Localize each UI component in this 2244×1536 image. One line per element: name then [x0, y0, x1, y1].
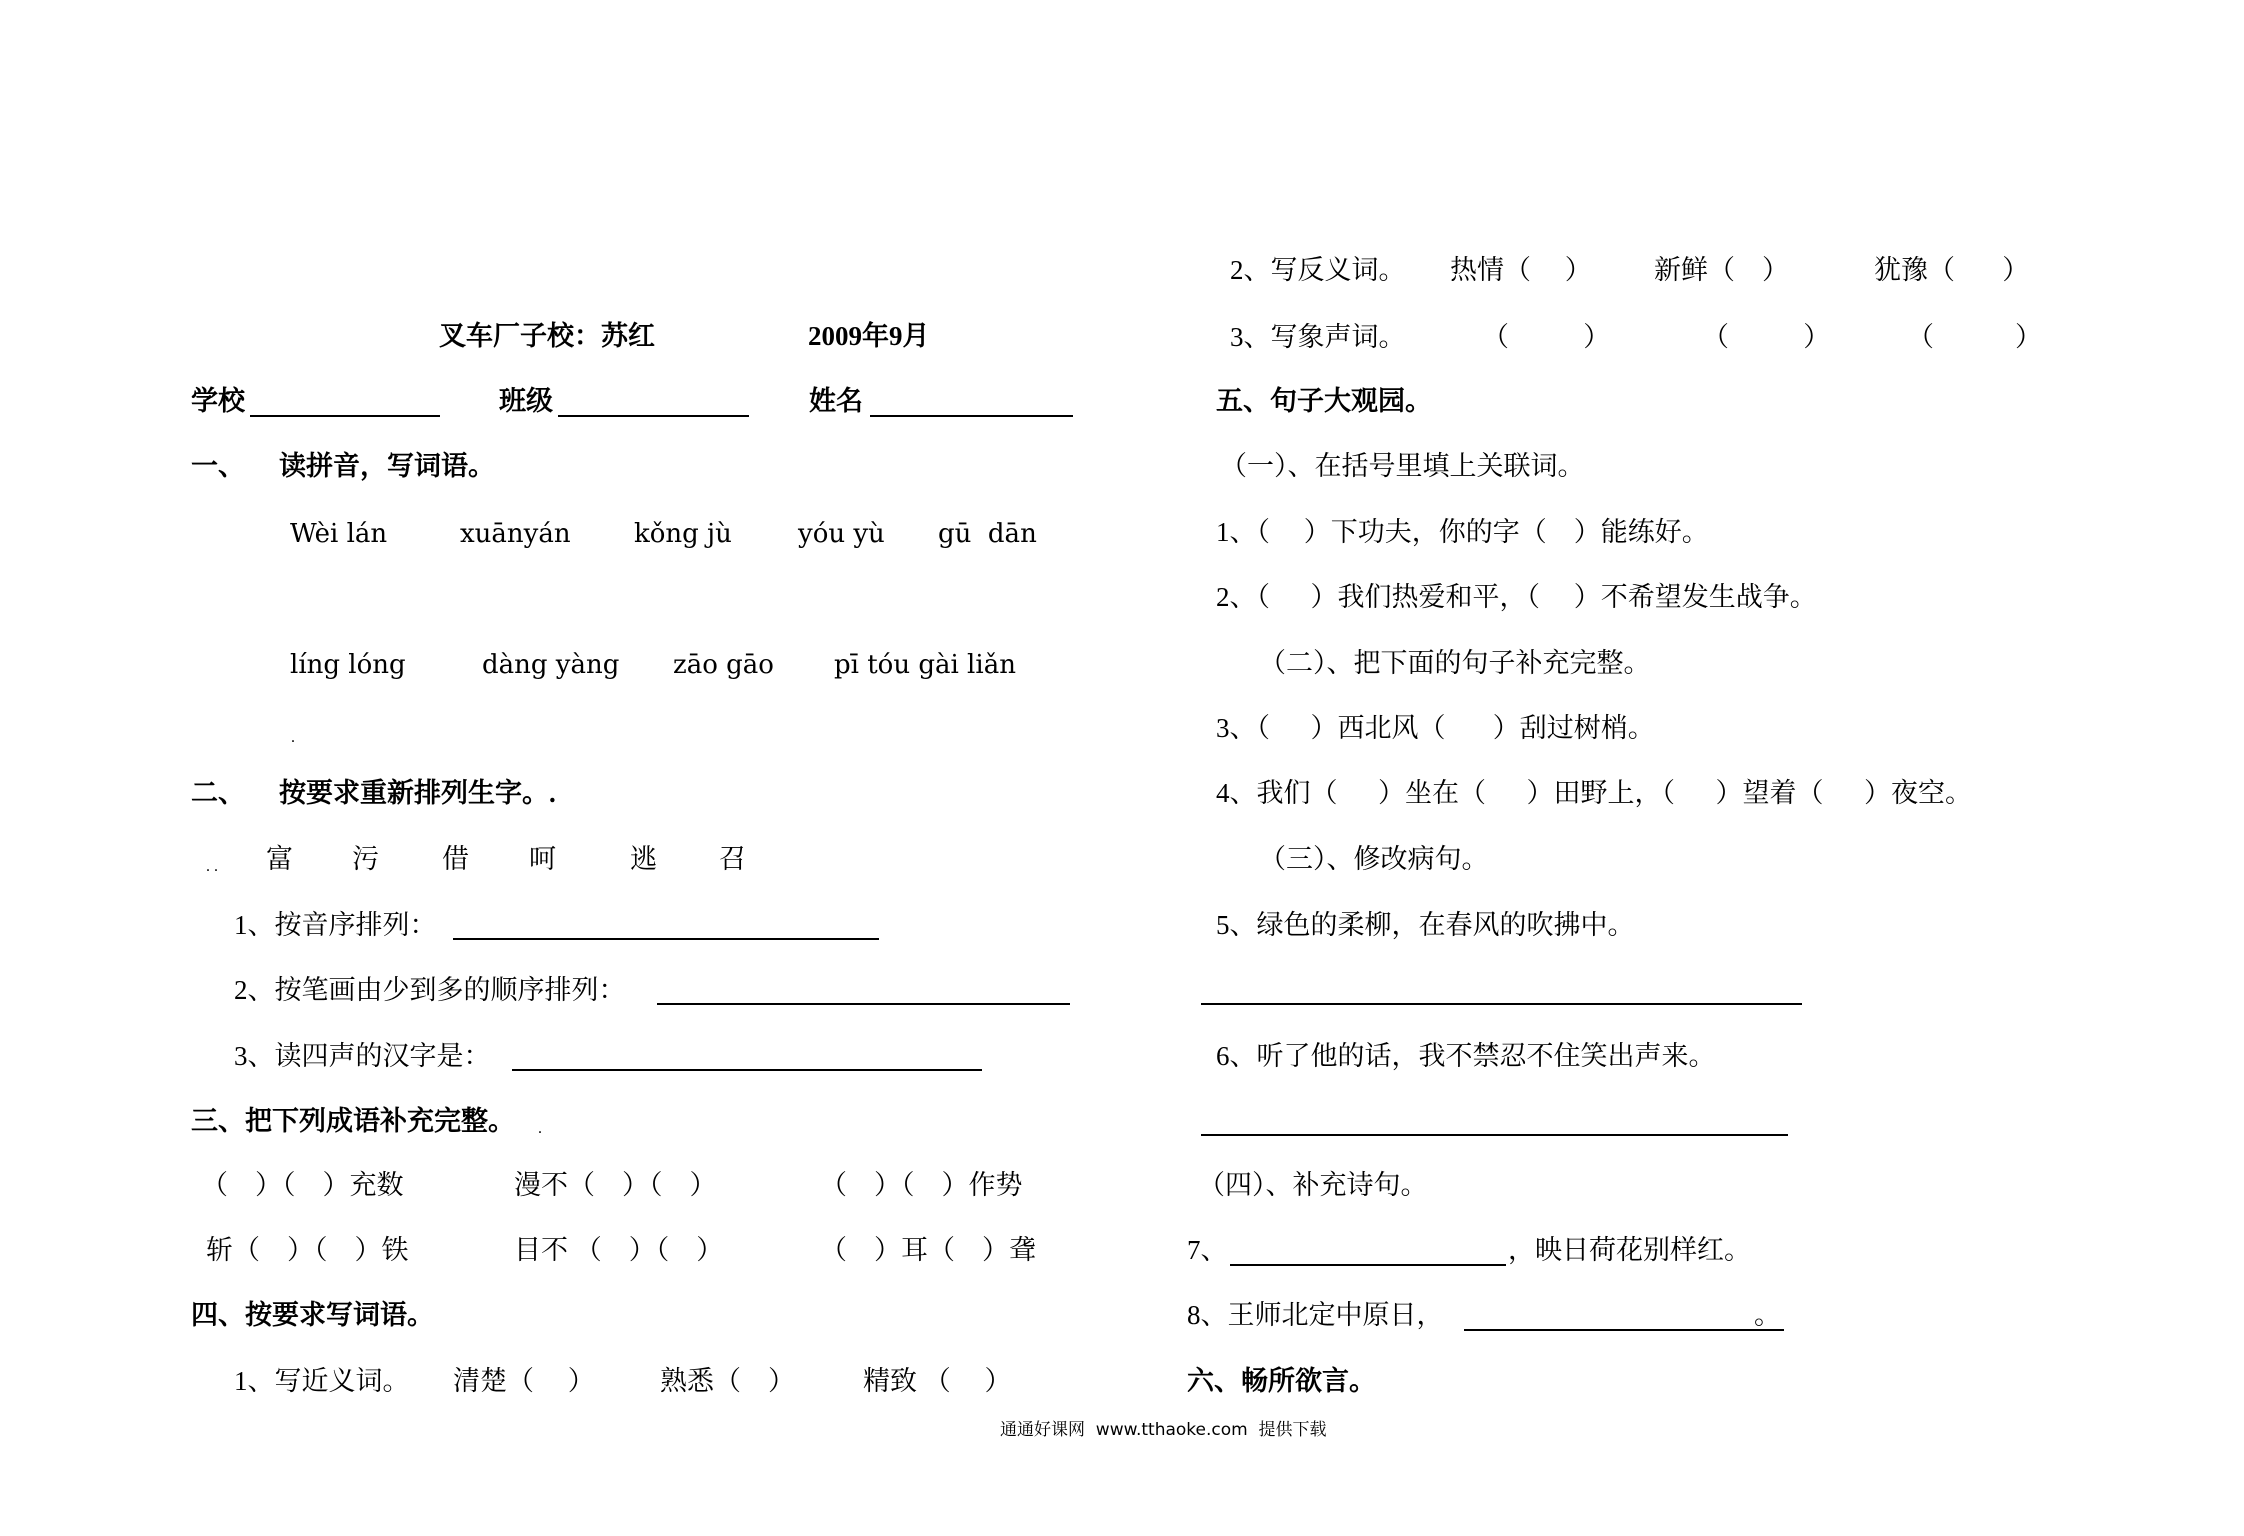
school-answer-line [250, 415, 440, 417]
synonym-label: 1、写近义词。 [234, 1366, 410, 1396]
poem-question-number: 7、 [1187, 1235, 1228, 1265]
subsection-complete-sentence: （二）、把下面的句子补充完整。 [1259, 648, 1651, 678]
section1-number: 一、 [191, 451, 245, 481]
idiom-item: 漫不（ ）（ ） [514, 1170, 717, 1200]
antonym-item: 新鲜（ ） [1654, 255, 1789, 285]
idiom-item: （ ）（ ）充数 [201, 1170, 404, 1200]
synonym-item: 精致 （ ） [863, 1366, 1012, 1396]
pinyin-item: dàng yàng [482, 650, 620, 680]
idiom-item: 目不 （ ）（ ） [514, 1235, 724, 1265]
pinyin-item: xuānyán [460, 519, 571, 549]
stray-mark: . [538, 1120, 542, 1137]
name-answer-line [870, 415, 1073, 417]
section3-title: 三、把下列成语补充完整。 [191, 1106, 515, 1136]
answer-line [512, 1069, 982, 1071]
answer-line [1201, 1003, 1802, 1005]
answer-line [1464, 1329, 1784, 1331]
school-label: 学校 [191, 386, 245, 416]
author-line: 叉车厂子校：苏红 [439, 321, 655, 351]
answer-line [453, 938, 879, 940]
onomatopoeia-item: （ ） [1482, 322, 1611, 352]
section6-title: 六、畅所欲言。 [1187, 1366, 1376, 1396]
poem-line-text: ，映日荷花别样红。 [1508, 1235, 1751, 1265]
character-item: 富 [266, 844, 293, 874]
section5-title: 五、句子大观园。 [1216, 386, 1432, 416]
pinyin-item: líng lóng [290, 650, 406, 680]
sentence-question: 5、绿色的柔柳，在春风的吹拂中。 [1216, 910, 1635, 940]
pinyin-item: Wèi lán [290, 519, 388, 549]
character-item: 逃 [630, 844, 657, 874]
pinyin-item: zāo gāo [673, 650, 774, 680]
subsection-poetry: （四）、补充诗句。 [1198, 1170, 1428, 1200]
answer-line [1230, 1264, 1506, 1266]
answer-line [1201, 1134, 1788, 1136]
footer-credit: 通通好课网 www.tthaoke.com 提供下载 [1000, 1420, 1327, 1440]
idiom-item: （ ）耳（ ）聋 [820, 1235, 1036, 1265]
sentence-question: 1、（ ）下功夫，你的字（ ）能练好。 [1216, 517, 1709, 547]
section1-title: 读拼音，写词语。 [279, 451, 495, 481]
sentence-question: 3、（ ）西北风（ ）刮过树梢。 [1216, 713, 1655, 743]
pinyin-item: gū dān [938, 519, 1037, 549]
idiom-item: （ ）（ ）作势 [820, 1170, 1023, 1200]
character-item: 借 [442, 844, 469, 874]
poem-end-mark: 。 [1754, 1300, 1781, 1330]
character-item: 呵 [529, 844, 556, 874]
name-label: 姓名 [809, 386, 863, 416]
question-fourth-tone: 3、读四声的汉字是： [234, 1041, 491, 1071]
antonym-label: 2、写反义词。 [1230, 255, 1406, 285]
antonym-item: 热情（ ） [1450, 255, 1592, 285]
antonym-item: 犹豫（ ） [1874, 255, 2030, 285]
stray-mark: . [291, 729, 295, 746]
pinyin-item: yóu yù [798, 519, 885, 549]
pinyin-item: kǒng jù [634, 519, 732, 549]
subsection-conjunctions: （一）、在括号里填上关联词。 [1220, 451, 1585, 481]
onomatopoeia-label: 3、写象声词。 [1230, 322, 1406, 352]
question-stroke-order: 2、按笔画由少到多的顺序排列： [234, 975, 626, 1005]
sentence-question: 2、（ ）我们热爱和平，（ ）不希望发生战争。 [1216, 582, 1817, 612]
answer-line [657, 1003, 1070, 1005]
sentence-question: 6、听了他的话，我不禁忍不住笑出声来。 [1216, 1041, 1716, 1071]
sentence-question: 4、我们（ ）坐在（ ）田野上，（ ）望着（ ）夜空。 [1216, 778, 1972, 808]
synonym-item: 熟悉（ ） [660, 1366, 795, 1396]
poem-question: 8、王师北定中原日， [1187, 1300, 1444, 1330]
idiom-item: 斩（ ）（ ）铁 [206, 1235, 409, 1265]
class-answer-line [558, 415, 749, 417]
character-item: 召 [719, 844, 746, 874]
class-label: 班级 [499, 386, 553, 416]
section2-number: 二、 [191, 778, 245, 808]
pinyin-item: pī tóu gài liǎn [834, 650, 1016, 680]
character-item: 污 [352, 844, 379, 874]
section4-title: 四、按要求写词语。 [191, 1300, 434, 1330]
stray-mark: . . [206, 858, 218, 875]
question-pinyin-order: 1、按音序排列： [234, 910, 437, 940]
onomatopoeia-item: （ ） [1702, 322, 1831, 352]
synonym-item: 清楚（ ） [453, 1366, 595, 1396]
onomatopoeia-item: （ ） [1907, 322, 2042, 352]
exam-date: 2009年9月 [808, 321, 930, 351]
section2-title: 按要求重新排列生字。. [279, 778, 556, 808]
subsection-fix-sentence: （三）、修改病句。 [1259, 844, 1489, 874]
